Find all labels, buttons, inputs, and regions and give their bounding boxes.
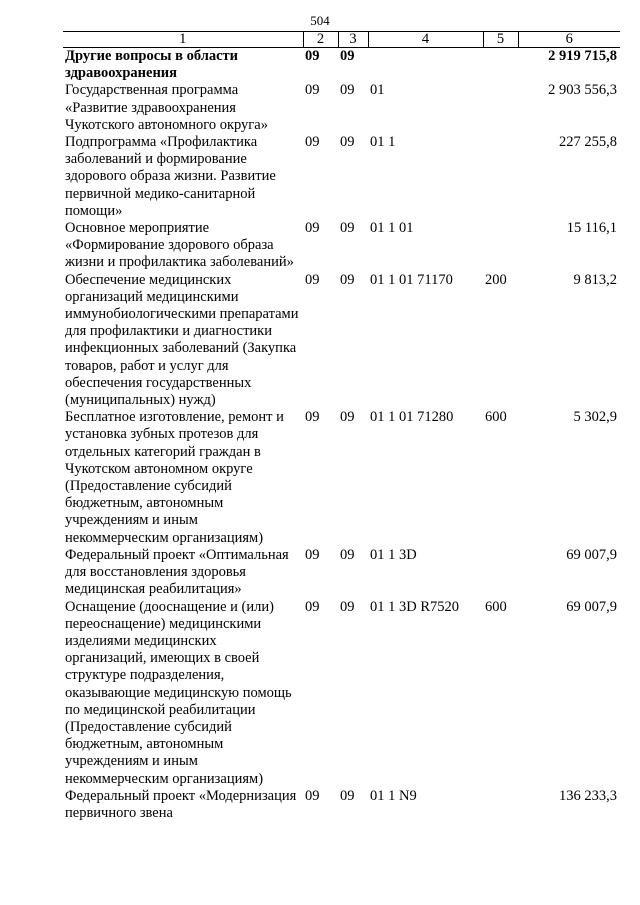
amount-cell: 136 233,3 (559, 787, 617, 804)
target-article-cell: 01 1 N9 (370, 787, 417, 804)
column-number-row (63, 32, 620, 48)
expense-type-cell: 600 (485, 598, 507, 615)
row-name-cell: Федеральный проект «Оптимальная для восстановления здоровья медицинская реабилитация» (65, 546, 289, 598)
expense-type-cell (483, 220, 518, 272)
subsection-code-cell: 09 (340, 271, 355, 288)
target-article-cell (368, 48, 483, 83)
table-row (63, 134, 620, 220)
section-code-cell: 09 (305, 220, 320, 237)
column-header: 5 (483, 32, 518, 48)
target-article-cell: 01 1 01 (370, 220, 414, 237)
row-name-cell: Федеральный проект «Модернизация первичного звена (65, 787, 297, 821)
amount-cell: 9 813,2 (573, 271, 617, 288)
subsection-code-cell: 09 (340, 598, 355, 615)
table-row (63, 220, 620, 272)
amount-cell: 2 903 556,3 (548, 82, 617, 99)
expense-type-cell (483, 134, 518, 220)
section-code-cell: 09 (305, 598, 320, 615)
amount-cell: 69 007,9 (566, 546, 617, 563)
target-article-cell: 01 1 3D (370, 546, 417, 563)
expense-type-cell: 600 (485, 409, 507, 426)
expense-type-cell (483, 48, 518, 83)
target-article-cell: 01 1 01 71280 (370, 409, 454, 426)
subsection-code-cell: 09 (340, 787, 355, 804)
table-row (63, 599, 620, 788)
row-name-cell: Другие вопросы в области здравоохранения (65, 48, 239, 82)
section-code-cell: 09 (305, 787, 320, 804)
section-code-cell: 09 (305, 546, 320, 563)
subsection-code-cell: 09 (340, 48, 355, 64)
table-row (63, 788, 620, 822)
page-number: 504 (310, 13, 330, 28)
column-header: 1 (63, 32, 303, 48)
section-code-cell: 09 (305, 271, 320, 288)
target-article-cell: 01 (370, 82, 385, 99)
expense-type-cell (483, 547, 518, 599)
target-article-cell: 01 1 (370, 134, 396, 151)
subsection-code-cell: 09 (340, 546, 355, 563)
table-row (63, 272, 620, 410)
amount-cell: 227 255,8 (559, 134, 617, 151)
amount-cell: 69 007,9 (566, 598, 617, 615)
row-name-cell: Обеспечение медицинских организаций медицинскими иммунобиологическими препаратами для профилактики и диагностики инфекционных заболеваний (Закупка товаров, работ и услуг для обеспечения государственных (муниципальных) нужд) (65, 271, 299, 409)
table-row (63, 547, 620, 599)
amount-cell: 5 302,9 (573, 409, 617, 426)
section-code-cell: 09 (305, 48, 320, 64)
section-code-cell: 09 (305, 134, 320, 151)
subsection-code-cell: 09 (340, 409, 355, 426)
table-row (63, 409, 620, 547)
amount-cell: 2 919 715,8 (548, 48, 617, 64)
amount-cell: 15 116,1 (566, 220, 617, 237)
row-name-cell: Бесплатное изготовление, ремонт и установка зубных протезов для отдельных категорий граждан в Чукотском автономном округе (Предоставление субсидий бюджетным, автономным учреждениям и иным некоммерческим организациям) (65, 409, 284, 546)
subsection-code-cell: 09 (340, 82, 355, 99)
table-row (63, 48, 620, 83)
column-header: 6 (518, 32, 620, 48)
column-header: 4 (368, 32, 483, 48)
section-code-cell: 09 (305, 82, 320, 99)
target-article-cell: 01 1 01 71170 (370, 271, 453, 288)
expense-type-cell (483, 82, 518, 134)
column-header: 3 (338, 32, 368, 48)
expense-type-cell (483, 788, 518, 822)
target-article-cell: 01 1 3D R7520 (370, 598, 460, 615)
budget-table (63, 31, 620, 822)
row-name-cell: Оснащение (дооснащение и (или) переоснащение) медицинскими изделиями медицинских организаций, имеющих в своей структуре подразделения, оказывающие медицинскую помощь по медицинской реабилитации (Предоставление субсидий бюджетным, автономным учреждениям и иным некоммерческим организациям) (65, 598, 292, 787)
row-name-cell: Основное мероприятие «Формирование здорового образа жизни и профилактика заболеваний» (65, 220, 294, 271)
row-name-cell: Подпрограмма «Профилактика заболеваний и формирование здорового образа жизни. Развитие первичной медико-санитарной помощи» (65, 134, 276, 219)
section-code-cell: 09 (305, 409, 320, 426)
subsection-code-cell: 09 (340, 220, 355, 237)
subsection-code-cell: 09 (340, 134, 355, 151)
row-name-cell: Государственная программа «Развитие здравоохранения Чукотского автономного округа» (65, 82, 268, 133)
table-row (63, 82, 620, 134)
expense-type-cell: 200 (485, 271, 507, 288)
column-header: 2 (303, 32, 338, 48)
